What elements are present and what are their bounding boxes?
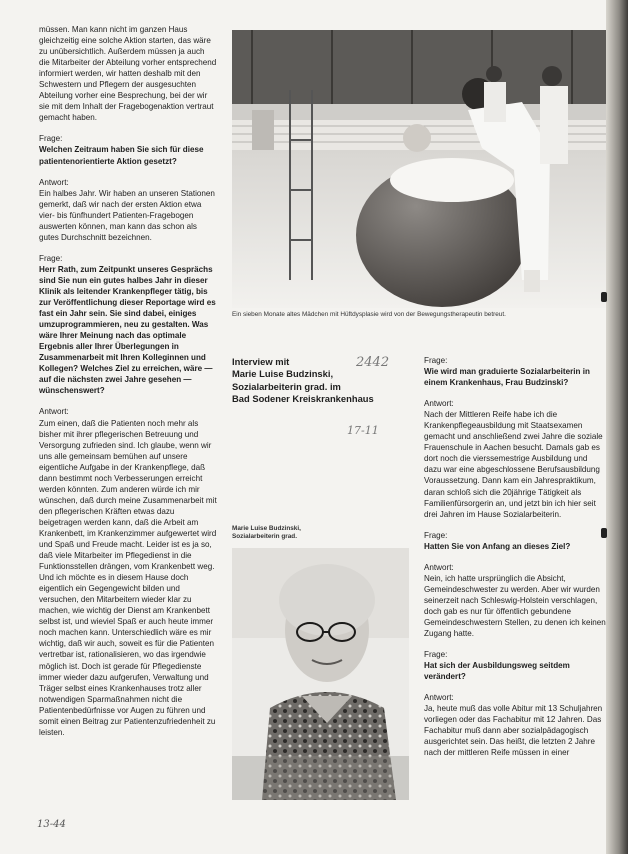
paragraph: Ja, heute muß das volle Abitur mit 13 Schuljahren vorliegen oder das Fachabitur mit 12 Jahren. Das Fachabitur muß dann aber sozialpädagogisch ausgerichtet sein. Das heißt, die letzten 2 Jahre nach der mittleren Reife müssen in einer [424, 704, 603, 758]
paragraph: Ein halbes Jahr. Wir haben an unseren Stationen gemerkt, daß wir nach der ersten Aktion etwa vier- bis fünfhundert Patienten-Fragebogen auswerten können, man kann das schon als gutes Durchschnitt bezeichnen. [39, 188, 215, 242]
question-text: Hatten Sie von Anfang an dieses Ziel? [424, 541, 571, 551]
question-label: Frage: [39, 134, 63, 144]
answer-label: Antwort: [424, 693, 454, 703]
question-text: Welchen Zeitraum haben Sie sich für diese patientenorientierte Aktion gesetzt? [39, 145, 204, 166]
answer-label: Antwort: [424, 399, 454, 409]
book-spine-shadow [606, 0, 628, 854]
handwritten-number: 2442 [356, 355, 390, 370]
therapy-photo-image [232, 30, 606, 308]
left-column [39, 24, 217, 748]
therapy-photo-caption: Ein sieben Monate altes Mädchen mit Hüftdysplasie wird von der Bewegungstherapeutin betreut. [232, 311, 506, 318]
answer-label: Antwort: [424, 562, 454, 572]
question-text: Herr Rath, zum Zeitpunkt unseres Gesprächs sind Sie nun ein gutes halbes Jahr in dieser Klinik als leitender Krankenpfleger tätig, bis zur Veröffentlichung dieser Reportage wird es fast ein Jahr sein. Sie sind dabei, einiges umzuprogrammieren, neu zu gestalten. Was wäre Ihrer Meinung nach das optimale Ergebnis aller Ihrer Überlegungen in Zusammenarbeit mit Ihren Kolleginnen und Kollegen? Welches Ziel zu erreichen, wäre — auf die nächsten zwei Jahre gesehen — wünschenswert? [39, 264, 216, 396]
therapy-photo [232, 30, 606, 308]
right-column [424, 355, 607, 769]
portrait-photo [232, 548, 409, 800]
paragraph: Zum einen, daß die Patienten noch mehr als bisher mit ihrer pflegerischen Betreuung und Versorgung zufrieden sind. Ich glaube, wenn wir uns alle gemeinsam bemühen auf unsere eigentliche Aufgabe in der Krankenpflege, daß dann bestimmt noch Verbesserungen erreicht werden könnten. Zum anderen würde ich mir wünschen, daß durch meine Zusammenarbeit mit den pflegerischen Kräften etwas dazu beigetragen werden kann, daß die Arbeit am Krankenbett, im Krankenzimmer aufgewertet wird und Spaß und Freude macht. Leider ist es ja so, daß viele Mitarbeiter im Pflegedienst in die Funktionsstellen drängen, vom Krankenbett weg. Und ich möchte es in diesem Hause doch eigentlich ein Gegengewicht bilden und versuchen, den Mitarbeitern wieder klar zu machen, wie wichtig der Dienst am Krankenbett selbst ist, und wieviel Spaß er auch heute immer noch machen kann. Unterschiedlich wäre es mir wichtig, daß wir auch, soweit es für die Patienten vertretbar ist, rationalisieren, wo das irgendwie möglich ist. Doch ist gerade für Pflegedienste immer wieder dazu aufgerufen, Verwaltung und Träger selbst eines Krankenhauses trotz aller notwendigen Sparmaßnahmen nicht die Patientenbedürfnisse vor Augen zu führen und somit einen Beitrag zur Patientenzufriedenheit zu leisten. [39, 418, 217, 737]
binding-mark [601, 528, 607, 538]
page-number-handwritten: 13-44 [37, 819, 66, 830]
paragraph: Nein, ich hatte ursprünglich die Absicht, Gemeindeschwester zu werden. Aber wir wurden seinerzeit nach Schleswig-Holstein verschlagen, doch gab es nur für öffentlich gebundene Gemeindeschwestern Stellen, zu denen ich keinen Zugang hatte. [424, 573, 606, 639]
paragraph: Nach der Mittleren Reife habe ich die Krankenpflegeausbildung mit Staatsexamen gemacht und anschließend zwei Jahre die soziale Frauenschule in Aachen besucht. Damals gab es dort noch die vierssemestrige Ausbildung und dazu war eine abgeschlossene Berufsausbildung Voraussetzung. Dann kam ein Jahrespraktikum, daran schloß sich die 20jährige Tätigkeit als Familienfürsorgerin an, und jetzt bin ich hier seit drei Jahren im Hause Sozialarbeiterin. [424, 410, 603, 519]
portrait-photo-image [232, 548, 409, 800]
answer-label: Antwort: [39, 407, 69, 417]
answer-label: Antwort: [39, 177, 69, 187]
question-label: Frage: [39, 253, 63, 263]
question-label: Frage: [424, 650, 448, 660]
question-text: Wie wird man graduierte Sozialarbeiterin in einem Krankenhaus, Frau Budzinski? [424, 367, 590, 388]
question-label: Frage: [424, 530, 448, 540]
binding-mark [601, 292, 607, 302]
handwritten-number: 17-11 [347, 424, 379, 437]
question-label: Frage: [424, 356, 448, 365]
paragraph: müssen. Man kann nicht im ganzen Haus gleichzeitig eine solche Aktion starten, das wäre zu unübersichtlich. Außerdem müssen ja auch die Mitarbeiter der Abteilung vorher entsprechend informiert werden, wir hatten deshalb mit den Schwestern und Pflegern der ausgesuchten Abteilung vorher eine Besprechung, bei der wir sie mit dem Inhalt der Fragebogenaktion vertraut gemacht haben. [39, 25, 217, 123]
interview-title: Interview mit Marie Luise Budzinski, Sozialarbeiterin grad. im Bad Sodener Kreiskrankenhaus [232, 356, 374, 405]
portrait-caption: Marie Luise Budzinski, Sozialarbeiterin grad. [232, 525, 301, 540]
question-text: Hat sich der Ausbildungsweg seitdem verändert? [424, 661, 570, 682]
